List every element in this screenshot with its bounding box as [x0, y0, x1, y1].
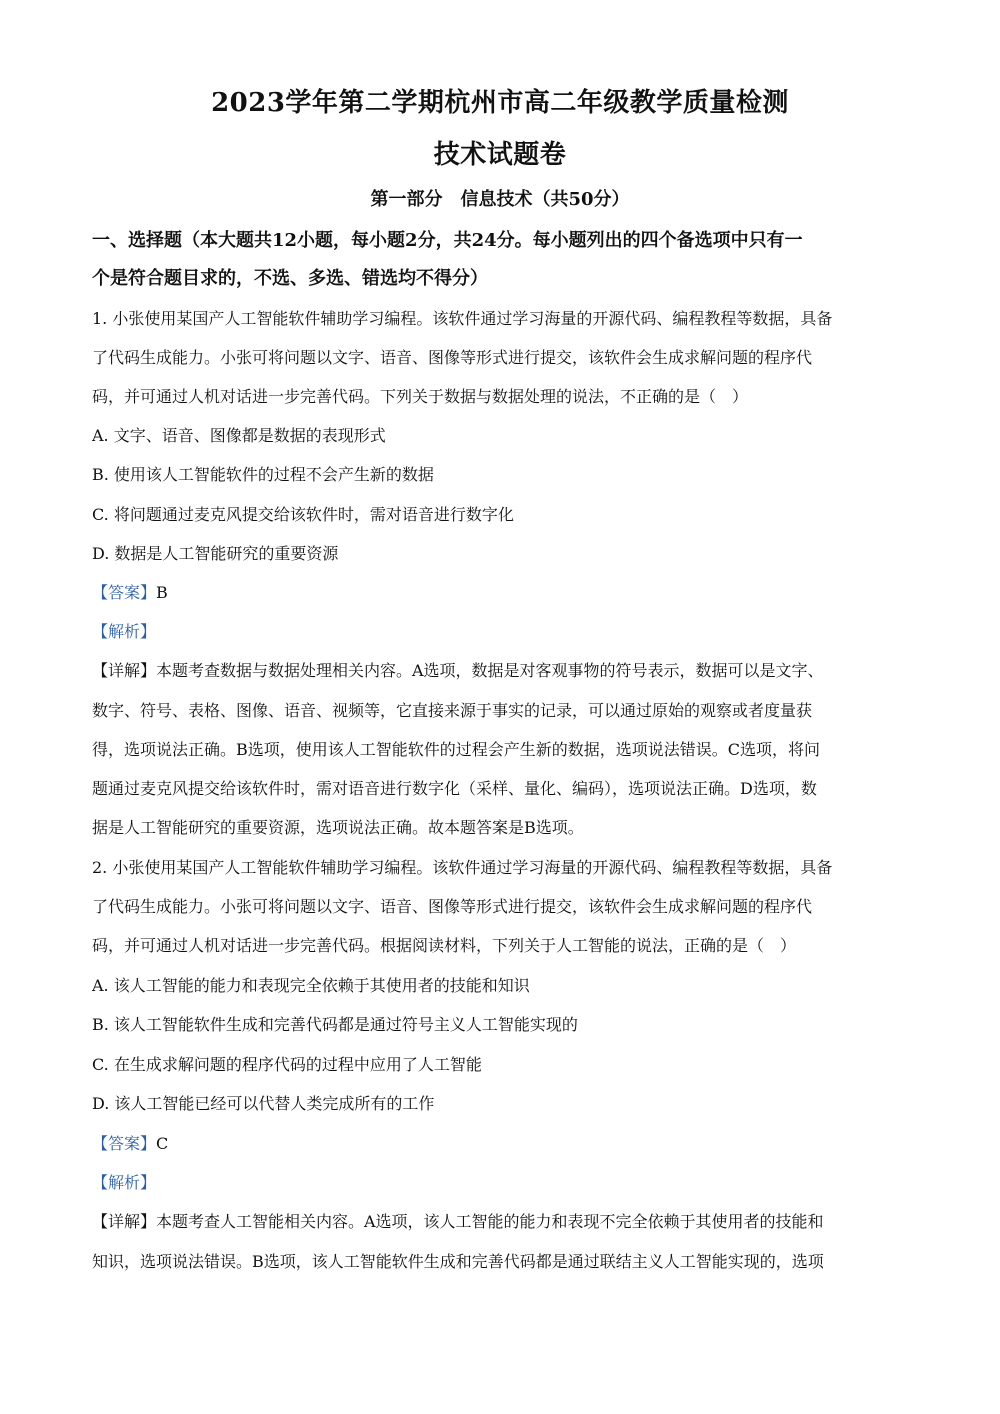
q2-option-b: B. 该人工智能软件生成和完善代码都是通过符号主义人工智能实现的	[92, 1015, 578, 1034]
q1-analysis-label: 【解析】	[92, 622, 157, 641]
q1-answer-label: 【答案】	[92, 583, 157, 602]
q1-detail-line: 数字、符号、表格、图像、语音、视频等，它直接来源于事实的记录，可以通过原始的观察或者度量获	[92, 701, 813, 720]
q1-stem-line: 1. 小张使用某国产人工智能软件辅助学习编程。该软件通过学习海量的开源代码、编程教程等数据，具备	[92, 309, 833, 328]
q1-detail-line: 题通过麦克风提交给该软件时，需对语音进行数字化（采样、量化、编码），选项说法正确。D选项，数	[92, 779, 817, 798]
part-title: 第一部分 信息技术（共50分）	[370, 189, 630, 210]
q2-answer-label: 【答案】	[92, 1134, 157, 1153]
q2-option-c: C. 在生成求解问题的程序代码的过程中应用了人工智能	[92, 1055, 482, 1074]
section-heading-line1: 一、选择题（本大题共12小题，每小题2分，共24分。每小题列出的四个备选项中只有一	[92, 230, 803, 251]
q2-answer-value: C	[156, 1134, 169, 1153]
q1-stem-line: 了代码生成能力。小张可将问题以文字、语音、图像等形式进行提交，该软件会生成求解问题的程序代	[92, 348, 813, 367]
q2-answer	[92, 1131, 912, 1157]
q1-option-d: D. 数据是人工智能研究的重要资源	[92, 544, 339, 563]
exam-title: 2023学年第二学期杭州市高二年级教学质量检测	[211, 88, 789, 118]
exam-subtitle: 技术试题卷	[433, 140, 567, 170]
q2-option-a: A. 该人工智能的能力和表现完全依赖于其使用者的技能和知识	[92, 976, 530, 995]
q1-option-b: B. 使用该人工智能软件的过程不会产生新的数据	[92, 465, 434, 484]
q2-option-d: D. 该人工智能已经可以代替人类完成所有的工作	[92, 1094, 435, 1113]
q1-detail-line: 据是人工智能研究的重要资源，选项说法正确。故本题答案是B选项。	[92, 818, 584, 837]
q1-answer	[92, 580, 912, 606]
q1-answer-value: B	[156, 583, 168, 602]
section-heading-line2: 个是符合题目求的，不选、多选、错选均不得分）	[92, 268, 488, 289]
q1-option-c: C. 将问题通过麦克风提交给该软件时，需对语音进行数字化	[92, 505, 514, 524]
q2-stem-line: 2. 小张使用某国产人工智能软件辅助学习编程。该软件通过学习海量的开源代码、编程教程等数据，具备	[92, 858, 833, 877]
q2-detail-line: 知识，选项说法错误。B选项，该人工智能软件生成和完善代码都是通过联结主义人工智能实现的，选项	[92, 1252, 824, 1271]
q1-stem-line: 码，并可通过人机对话进一步完善代码。下列关于数据与数据处理的说法，不正确的是（ ）	[92, 387, 749, 406]
q2-analysis-label: 【解析】	[92, 1173, 157, 1192]
q2-detail-line: 【详解】本题考查人工智能相关内容。A选项，该人工智能的能力和表现不完全依赖于其使用者的技能和	[92, 1212, 824, 1231]
q1-detail-line: 【详解】本题考查数据与数据处理相关内容。A选项，数据是对客观事物的符号表示，数据可以是文字、	[92, 661, 824, 680]
q2-stem-line: 了代码生成能力。小张可将问题以文字、语音、图像等形式进行提交，该软件会生成求解问题的程序代	[92, 897, 813, 916]
q2-stem-line: 码，并可通过人机对话进一步完善代码。根据阅读材料，下列关于人工智能的说法，正确的是（ ）	[92, 936, 797, 955]
q1-option-a: A. 文字、语音、图像都是数据的表现形式	[92, 426, 386, 445]
q1-detail-line: 得，选项说法正确。B选项，使用该人工智能软件的过程会产生新的数据，选项说法错误。C选项，将问	[92, 740, 821, 759]
